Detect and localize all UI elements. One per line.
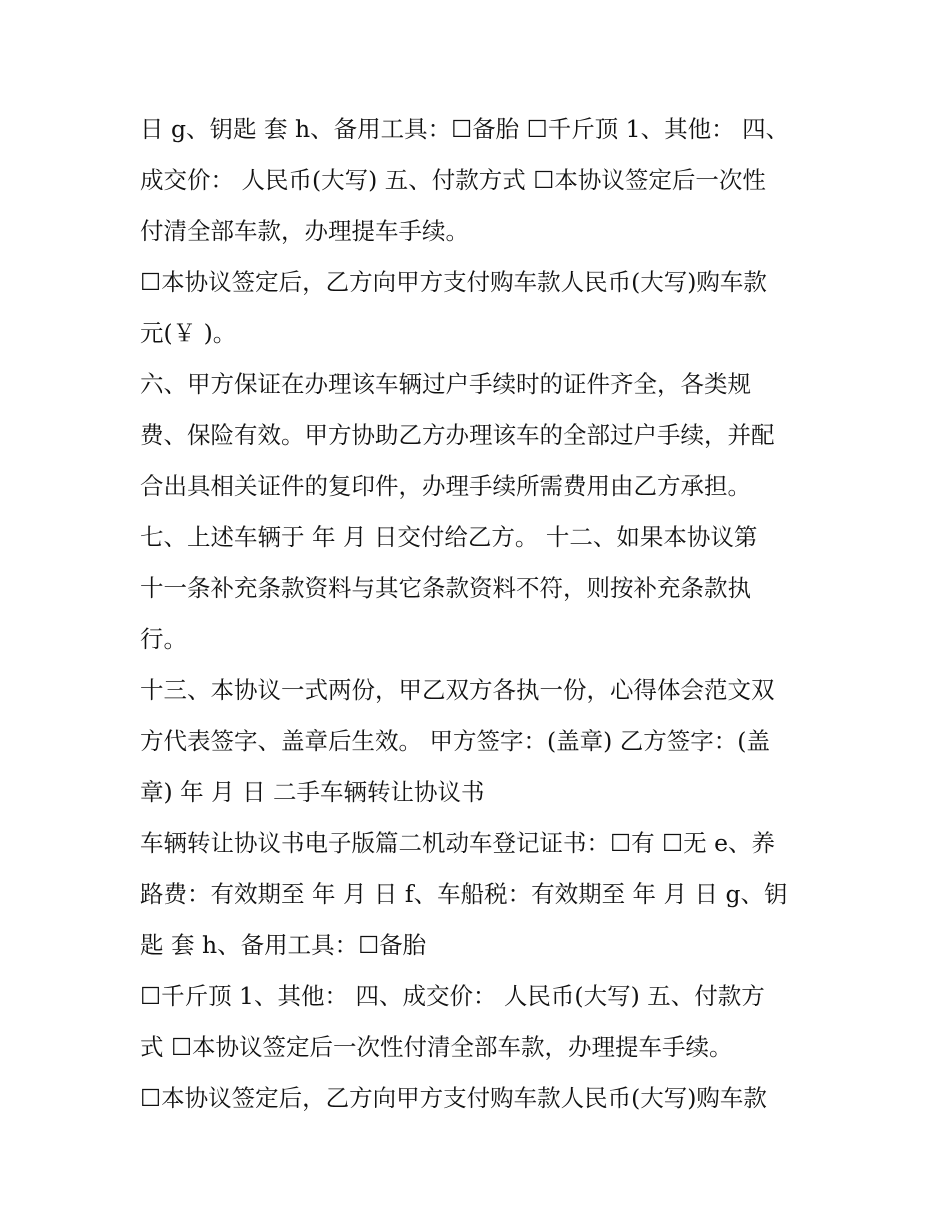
- text-line: 车辆转让协议书电子版篇二机动车登记证书：☐有 ☐无 e、养: [140, 829, 775, 857]
- text-line: 六、甲方保证在办理该车辆过户手续时的证件齐全，各类规: [140, 370, 751, 398]
- text-line: 费、保险有效。甲方协助乙方办理该车的全部过户手续，并配: [140, 421, 775, 449]
- text-line: 式 ☐本协议签定后一次性付清全部车款，办理提车手续。: [140, 1033, 733, 1061]
- text-line: 七、上述车辆于 年 月 日交付给乙方。 十二、如果本协议第: [140, 523, 758, 551]
- text-line: 匙 套 h、备用工具：☐备胎: [140, 931, 427, 959]
- text-line: 成交价： 人民币(大写) 五、付款方式 ☐本协议签定后一次性: [140, 166, 766, 194]
- text-line: 十一条补充条款资料与其它条款资料不符，则按补充条款执: [140, 574, 751, 602]
- text-line: 日 g、钥匙 套 h、备用工具：☐备胎 ☐千斤顶 1、其他： 四、: [140, 115, 790, 143]
- text-line: 行。: [140, 625, 187, 653]
- text-line: 十三、本协议一式两份，甲乙双方各执一份，心得体会范文双: [140, 676, 775, 704]
- text-line: 付清全部车款，办理提车手续。: [140, 217, 469, 245]
- document-body: [140, 104, 820, 1124]
- text-line: ☐本协议签定后，乙方向甲方支付购车款人民币(大写)购车款: [140, 1084, 767, 1112]
- text-line: 方代表签字、盖章后生效。 甲方签字：(盖章) 乙方签字：(盖: [140, 727, 770, 755]
- text-line: 章) 年 月 日 二手车辆转让协议书: [140, 778, 485, 806]
- text-line: 路费：有效期至 年 月 日 f、车船税：有效期至 年 月 日 g、钥: [140, 880, 788, 908]
- text-line: 合出具相关证件的复印件，办理手续所需费用由乙方承担。: [140, 472, 751, 500]
- text-line: ☐千斤顶 1、其他： 四、成交价： 人民币(大写) 五、付款方: [140, 982, 765, 1010]
- text-line: ☐本协议签定后，乙方向甲方支付购车款人民币(大写)购车款: [140, 268, 767, 296]
- text-line: 元(￥ )。: [140, 319, 237, 347]
